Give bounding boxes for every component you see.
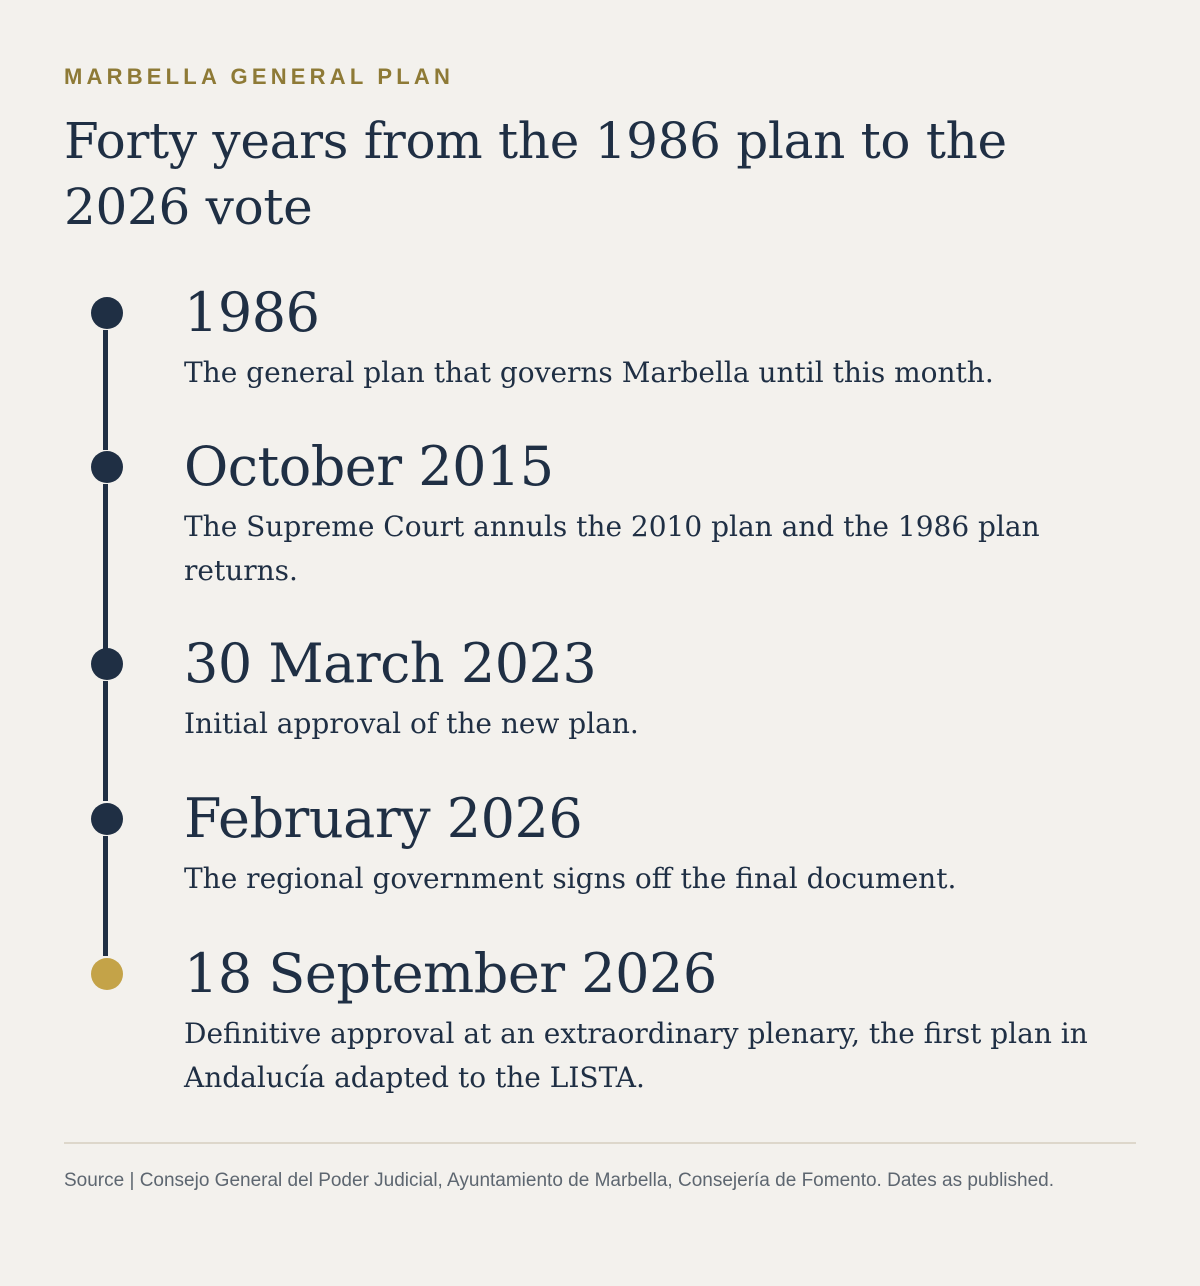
event-date: 1986 xyxy=(184,281,320,344)
timeline-event xyxy=(184,944,1144,1100)
timeline-marker xyxy=(91,451,123,483)
event-description: The regional government signs off the final document. xyxy=(184,862,957,895)
event-description: The general plan that governs Marbella until this month. xyxy=(184,356,994,389)
timeline-connector xyxy=(103,836,108,956)
timeline-event xyxy=(184,634,1144,746)
event-date: 30 March 2023 xyxy=(184,632,597,695)
kicker-label: MARBELLA GENERAL PLAN xyxy=(64,64,455,89)
event-description: Initial approval of the new plan. xyxy=(184,707,639,740)
event-description: The Supreme Court annuls the 2010 plan and the 1986 plan returns. xyxy=(184,510,1040,587)
timeline-connector xyxy=(103,681,108,801)
page-title: Forty years from the 1986 plan to the 2026 vote xyxy=(64,112,1007,236)
event-date: October 2015 xyxy=(184,435,554,498)
timeline-marker xyxy=(91,648,123,680)
timeline-event xyxy=(184,283,1144,395)
event-date: 18 September 2026 xyxy=(184,942,717,1005)
divider xyxy=(64,1142,1136,1144)
event-date: February 2026 xyxy=(184,787,583,850)
timeline-event xyxy=(184,789,1144,901)
event-description: Definitive approval at an extraordinary plenary, the first plan in Andalucía adapted to the LISTA. xyxy=(184,1017,1088,1094)
timeline-marker-highlighted xyxy=(91,958,123,990)
timeline-marker xyxy=(91,297,123,329)
source-note: Source | Consejo General del Poder Judicial, Ayuntamiento de Marbella, Consejería de Fomento. Dates as published. xyxy=(64,1170,1054,1191)
timeline-connector xyxy=(103,484,108,650)
timeline-marker xyxy=(91,803,123,835)
timeline-event xyxy=(184,437,1144,593)
timeline-connector xyxy=(103,330,108,450)
